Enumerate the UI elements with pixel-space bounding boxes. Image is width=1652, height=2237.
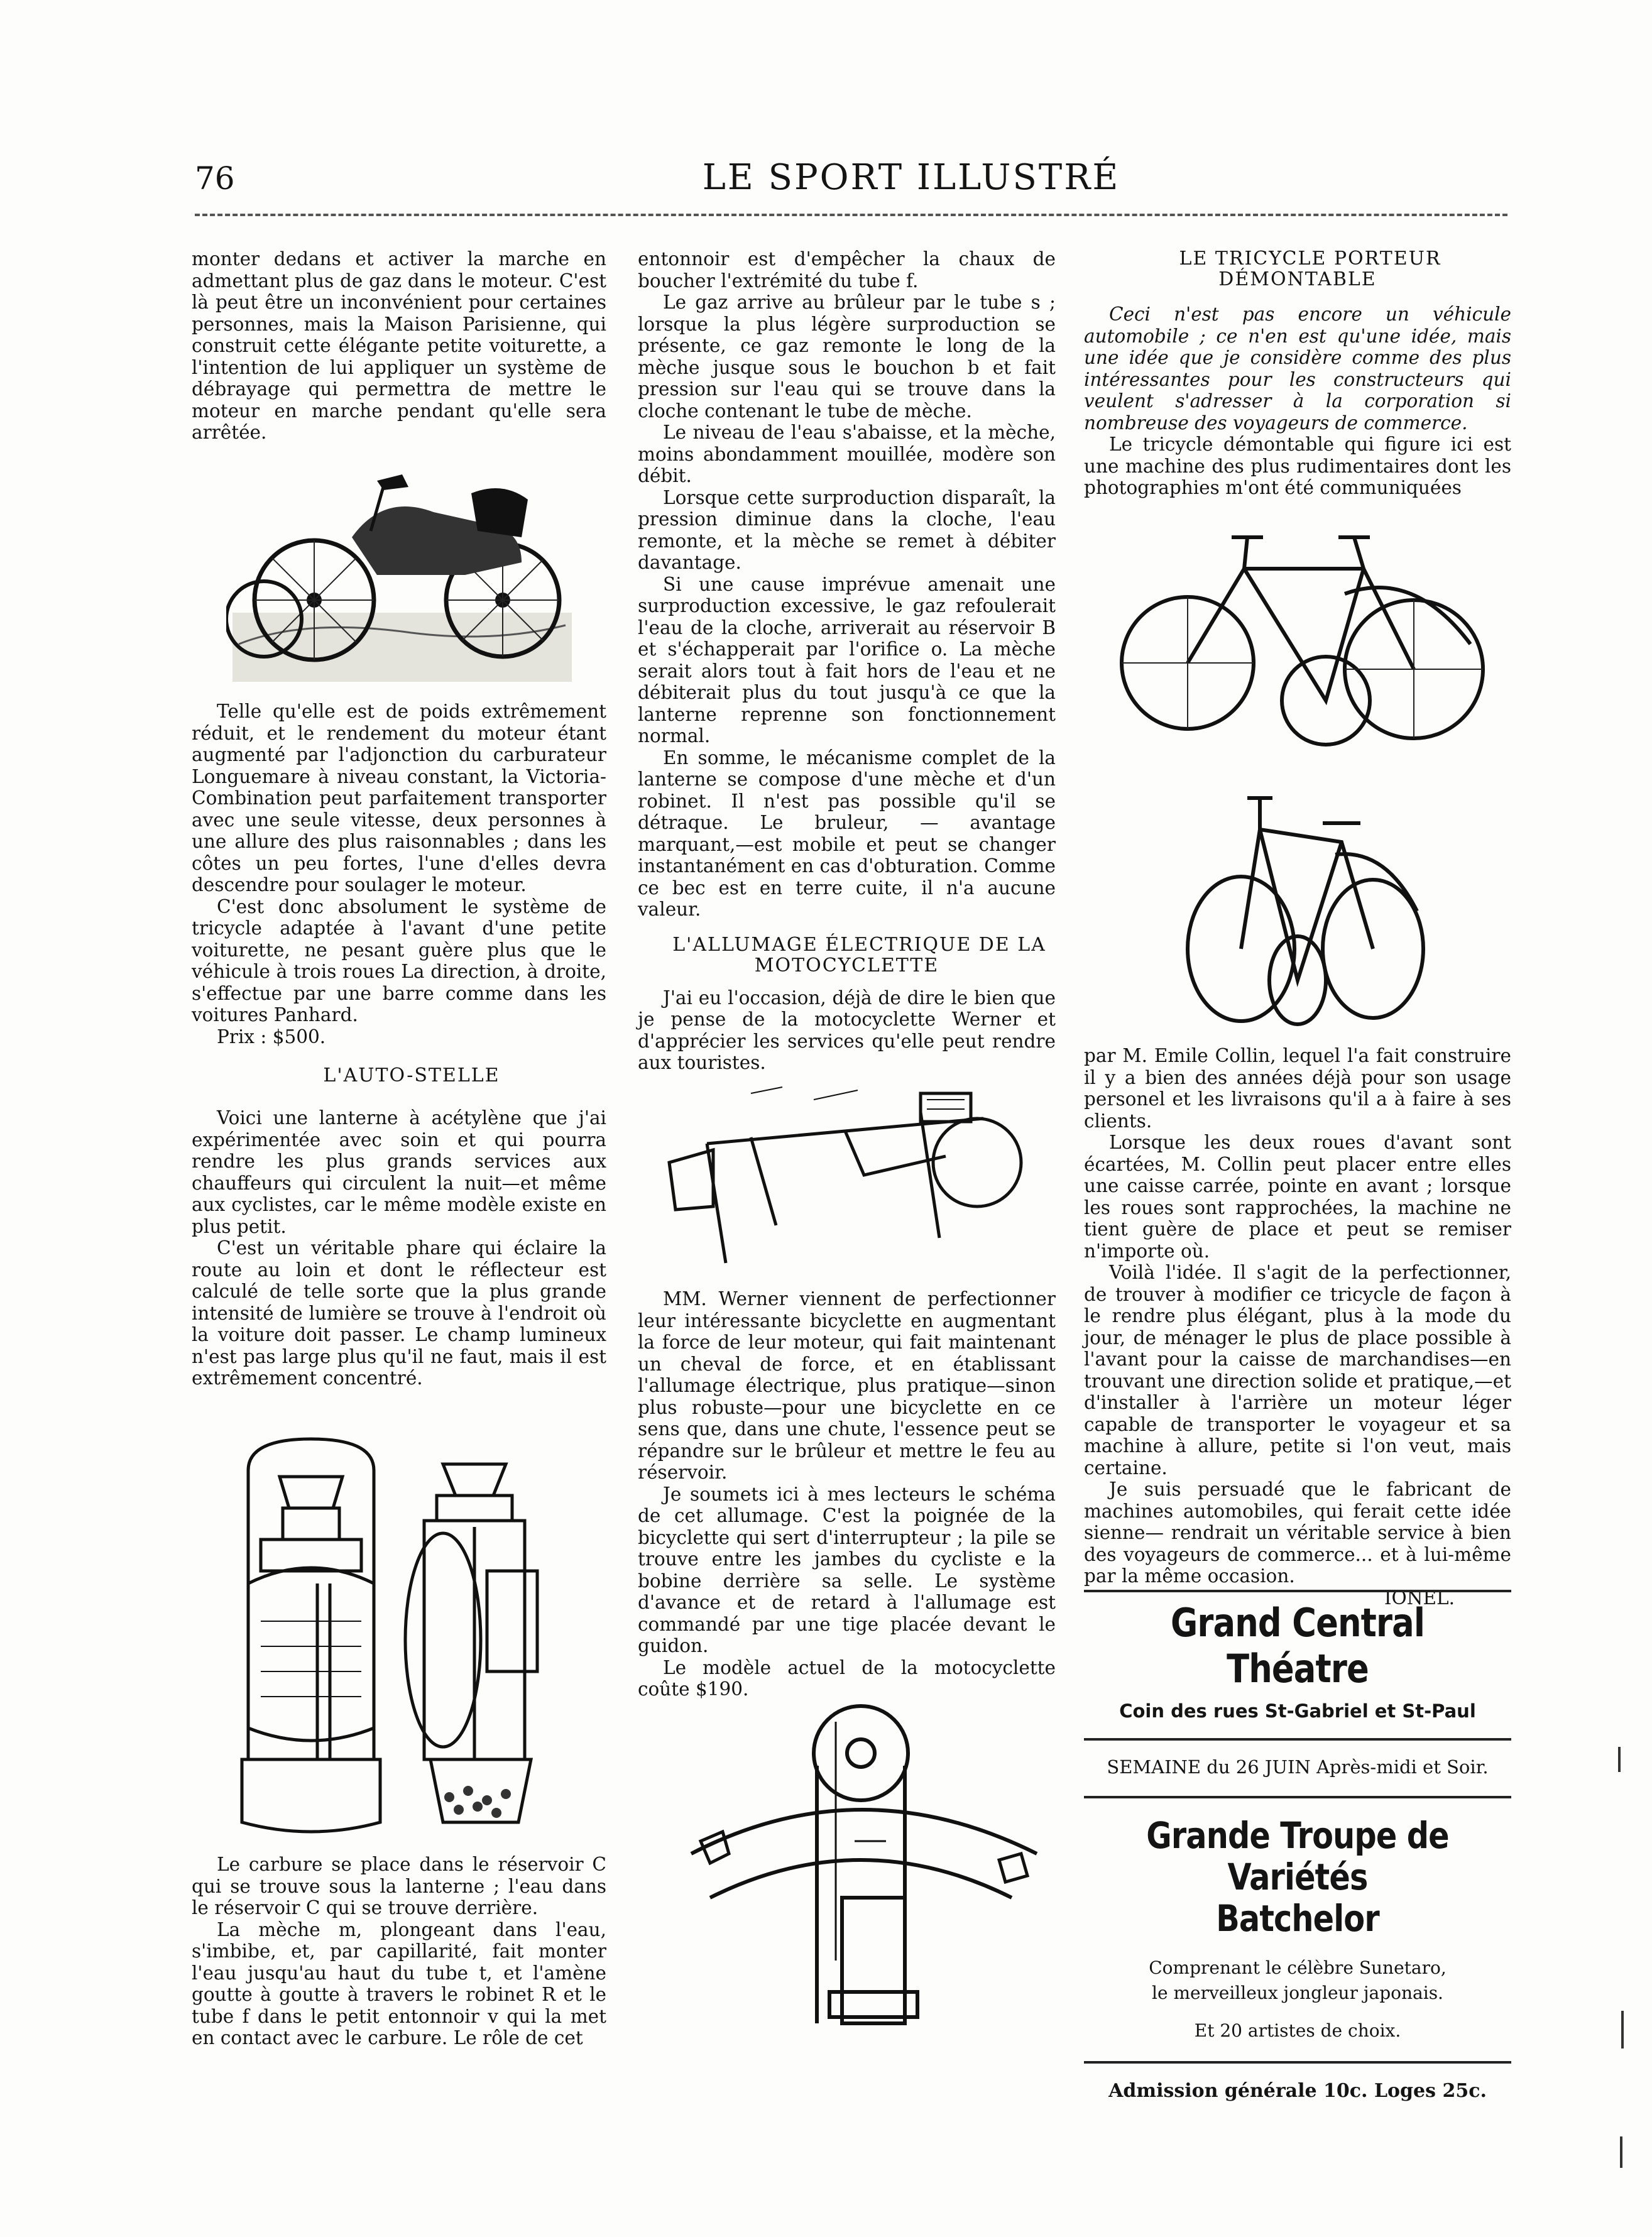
scan-mark (1621, 2011, 1624, 2048)
ad-week: SEMAINE du 26 JUIN Après-midi et Soir. (1107, 1756, 1489, 1778)
column-3 (1084, 248, 1511, 1609)
col3-paragraph: Lorsque les deux roues d'avant sont écartées, M. Collin peut placer entre elles une caisse carrée, pointe en avant ; lorsque les roues sont rapprochées, la machine ne tient guère de place et peut se remiser n'importe où. (1084, 1132, 1511, 1262)
col2-paragraph: Le niveau de l'eau s'abaisse, et la mèche, moins abondamment mouillée, modère son débit. (638, 422, 1056, 486)
col2-paragraph: En somme, le mécanisme complet de la lanterne se compose d'une mèche et d'un robinet. Il n'est pas possible qu'il se détraque. Le bruleur, — avantage marquant,—est mobile et peut se changer instantanément en cas d'obturation. Comme ce bec est en terre cuite, il n'a aucune valeur. (638, 747, 1056, 920)
ad-divider (1084, 2061, 1511, 2064)
ad-admission: Admission générale 10c. Loges 25c. (1108, 2080, 1487, 2102)
col3-paragraph: Ceci n'est pas encore un véhicule automobile ; ce n'en est qu'une idée, mais une idée que je considère comme des plus intéressantes pour les constructeurs qui veulent s'adresser à la corporation si nombreuse des voyageurs de commerce. (1084, 304, 1511, 434)
col2-paragraph: Le modèle actuel de la motocyclette coûte $190. (638, 1656, 1056, 1700)
header-divider (195, 214, 1507, 216)
col2-paragraph: J'ai eu l'occasion, déjà de dire le bien que je pense de la motocyclette Werner et d'apprécier les services qu'elle peut rendre aux touristes. (638, 987, 1056, 1073)
col2-paragraph: Lorsque cette surproduction disparaît, la pression diminue dans la cloche, l'eau remonte, et la mèche se remet à débiter davantage. (638, 486, 1056, 573)
section-heading-tricycle: LE TRICYCLE PORTEUR DÉMONTABLE (1179, 248, 1441, 290)
col1-paragraph: C'est un véritable phare qui éclaire la route au loin et dont le réflecteur est calculé de telle sorte que la plus grande intensité de lumière se trouve à l'endroit où la voiture doit passer. Le champ lumineux n'est pas large plus qu'il ne faut, mais il est extrêmement concentré. (192, 1237, 606, 1389)
col1-paragraph: La mèche m, plongeant dans l'eau, s'imbibe, et, par capillarité, fait monter l'eau jusqu'au haut du tube t, et l'amène goutte à goutte à travers le robinet R et le tube f dans le petit entonnoir v qui la met en contact avec le carbure. Le rôle de cet (192, 1918, 606, 2048)
scan-mark (1620, 2136, 1622, 2168)
col1-paragraph: C'est donc absolument le système de tricycle adaptée à l'avant d'une petite voiturette, ne pesant guère plus que le véhicule à trois roues La direction, à droite, s'effectue par une barre comme dans les voitures Panhard. (192, 895, 606, 1026)
page-number: 76 (195, 160, 235, 197)
lantern-diagram (223, 1433, 584, 1841)
col2-paragraph: MM. Werner viennent de perfectionner leur intéressante bicyclette en augmentant la force de leur moteur, qui fait maintenant un cheval de force, et en établissant l'allumage électrique, plus pratique—sinon plus robuste—pour une bicyclette en ce sens que, dans une chute, l'essence peut se répandre sur le brûleur et mettre le feu au réservoir. (638, 1288, 1056, 1483)
voiturette-illustration (226, 456, 578, 694)
col2-paragraph: Le gaz arrive au brûleur par le tube s ; lorsque la plus légère surproduction se présente, ce gaz remonte le long de la mèche jusque sous le bouchon b et fait pression sur l'eau qui se trouve dans la cloche contenant le tube de mèche. (638, 292, 1056, 422)
ad-title: Grand Central Théatre (1170, 1600, 1425, 1692)
section-heading-allumage: L'ALLUMAGE ÉLECTRIQUE DE LA MOTOCYCLETTE (672, 933, 1046, 976)
col1-paragraph: Le carbure se place dans le réservoir C qui se trouve sous la lanterne ; l'eau dans le réservoir C qui se trouve derrière. (192, 1854, 606, 1918)
col1-paragraph: Voici une lanterne à acétylène que j'ai expérimentée avec soin et qui pourra rendre les plus grands services aux chauffeurs qui circulent la nuit—et même aux cyclistes, car le même modèle existe en plus petit. (192, 1107, 606, 1237)
price-text: Prix : $500. (217, 1026, 326, 1047)
ad-divider (1084, 1738, 1511, 1741)
col2-paragraph: Si une cause imprévue amenait une surproduction excessive, le gaz refoulerait l'eau de la cloche, arriverait au réservoir B et s'échapperait par l'orifice o. La mèche serait alors tout à fait hors de l'eau et ne débiterait plus du tout jusqu'à ce que la lanterne reprenne son fonctionnement normal. (638, 573, 1056, 747)
ad-divider (1084, 1590, 1511, 1592)
tricycle-photo-narrow (1178, 785, 1430, 1040)
motorcycle-frame-illustration (657, 1075, 1034, 1282)
col3-paragraph: par M. Emile Collin, lequel l'a fait construire il y a bien des années déjà pour son usage personel et les livraisons qu'il a à faire à ses clients. (1084, 1045, 1511, 1132)
ad-divider (1084, 1796, 1511, 1798)
page-title: LE SPORT ILLUSTRÉ (702, 157, 1120, 198)
section-heading-autostelle: L'AUTO-STELLE (323, 1064, 500, 1086)
col3-paragraph: Voilà l'idée. Il s'agit de la perfectionner, de trouver à modifier ce tricycle de façon à le rendre plus élégant, plus à la mode du jour, de ménager le plus de place possible à l'avant pour la caisse de marchandises—en trouvant une direction solide et pratique,—et d'installer à l'arrière un moteur léger capable de transporter le voyageur et sa machine à allure, petite si l'on veut, mais certaine. (1084, 1262, 1511, 1479)
ignition-schematic (672, 1697, 1049, 2067)
ad-line: Et 20 artistes de choix. (1194, 2020, 1401, 2041)
col2-paragraph: entonnoir est d'empêcher la chaux de boucher l'extrémité du tube f. (638, 248, 1056, 292)
author-signature: IONEL. (1384, 1587, 1455, 1609)
col3-paragraph: Je suis persuadé que le fabricant de machines automobiles, qui ferait cette idée sienne— rendrait un véritable service à bien des voyageurs de commerce... et à lui-même par la même occasion. (1084, 1479, 1511, 1587)
theatre-advertisement (1084, 1590, 1511, 2102)
ad-address: Coin des rues St-Gabriel et St-Paul (1119, 1700, 1476, 1722)
col1-paragraph: monter dedans et activer la marche en admettant plus de gaz dans le moteur. C'est là peut être un inconvénient pour certaines personnes, mais la Maison Parisienne, qui construit cette élégante petite voiturette, a l'intention de lui appliquer un système de débrayage qui permettra de mettre le moteur en marche pendant qu'elle sera arrêtée. (192, 248, 606, 443)
column-1 (192, 248, 606, 2048)
col2-paragraph: Je soumets ici à mes lecteurs le schéma de cet allumage. C'est la poignée de la bicyclette qui sert d'interrupteur ; la pile se trouve entre les jambes du cycliste e la bobine derrière sa selle. Le système d'avance et de retard à l'allumage est commandé par une tige placée devant le guidon. (638, 1483, 1056, 1656)
ad-troupe-name: Batchelor (1216, 1897, 1379, 1940)
ad-line: le merveilleux jongleur japonais. (1152, 1983, 1443, 2003)
scan-mark (1618, 1747, 1621, 1772)
ad-line: Comprenant le célèbre Sunetaro, (1149, 1957, 1447, 1978)
col3-paragraph: Le tricycle démontable qui figure ici est une machine des plus rudimentaires dont les photographies m'ont été communiquées (1084, 434, 1511, 498)
ad-troupe: Grande Troupe de Variétés (1146, 1814, 1449, 1898)
col1-paragraph: Telle qu'elle est de poids extrêmement réduit, et le rendement du moteur étant augmenté par l'adjonction du carburateur Longuemare à niveau constant, la Victoria-Combination peut parfaitement transporter avec une seule vitesse, deux personnes à une allure des plus raisonnables ; dans les côtes un peu fortes, l'une d'elles devra descendre pour soulager le moteur. (192, 701, 606, 895)
tricycle-photo-wide (1119, 518, 1489, 776)
column-2 (638, 248, 1056, 1700)
